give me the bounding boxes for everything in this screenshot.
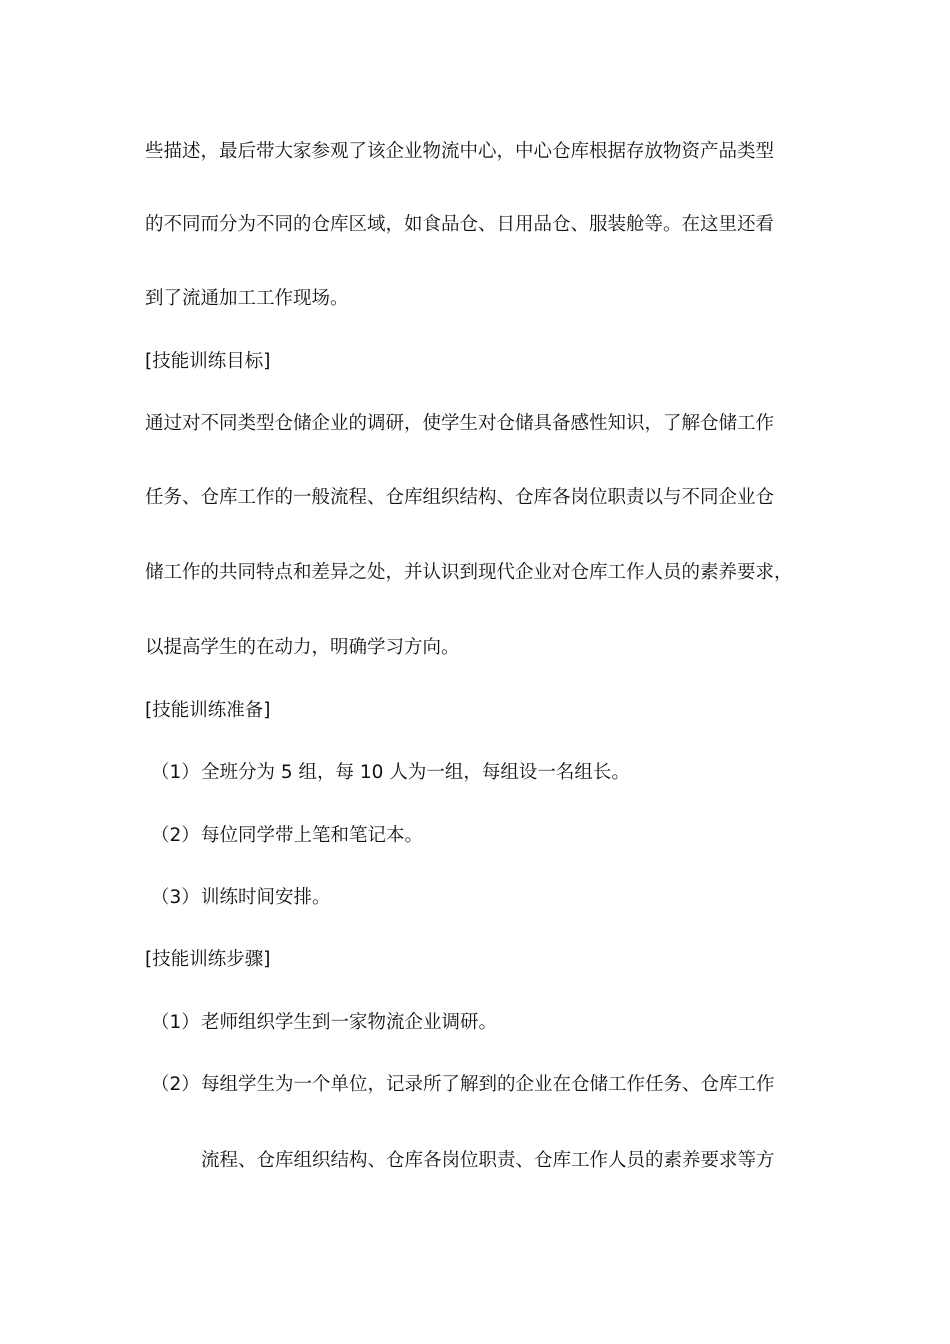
objective-line-4: 以提高学生的在动力，明确学习方向。 [145, 637, 460, 658]
steps-item-number: （2） [151, 1074, 200, 1095]
steps-item-2-continuation: 流程、仓库组织结构、仓库各岗位职责、仓库工作人员的素养要求等方 [201, 1150, 775, 1171]
objective-line-2: 任务、仓库工作的一般流程、仓库组织结构、仓库各岗位职责以与不同企业仓 [145, 487, 775, 508]
prep-item-1 [145, 761, 630, 785]
intro-line-3: 到了流通加工工作现场。 [145, 288, 349, 309]
prep-item-text: 全班分为 5 组，每 10 人为一组，每组设一名组长。 [201, 762, 630, 783]
intro-line-2: 的不同而分为不同的仓库区域，如食品仓、日用品仓、服装舱等。在这里还看 [145, 214, 775, 235]
steps-heading: [技能训练步骤] [145, 949, 271, 970]
steps-item-text: 每组学生为一个单位，记录所了解到的企业在仓储工作任务、仓库工作 [201, 1074, 775, 1095]
prep-item-text: 每位同学带上笔和笔记本。 [201, 825, 424, 846]
prep-item-number: （1） [151, 762, 200, 783]
prep-item-text: 训练时间安排。 [201, 887, 331, 908]
objective-line-3: 储工作的共同特点和差异之处，并认识到现代企业对仓库工作人员的素养要求， [145, 562, 793, 583]
prep-item-2 [145, 824, 423, 848]
objective-line-1: 通过对不同类型仓储企业的调研，使学生对仓储具备感性知识，了解仓储工作 [145, 413, 775, 434]
prep-item-number: （3） [151, 887, 200, 908]
steps-item-1 [145, 1011, 497, 1035]
prep-heading: [技能训练准备] [145, 700, 271, 721]
steps-item-text: 老师组织学生到一家物流企业调研。 [201, 1012, 498, 1033]
objective-heading: [技能训练目标] [145, 351, 271, 372]
steps-item-number: （1） [151, 1012, 200, 1033]
prep-item-3 [145, 886, 331, 910]
prep-item-number: （2） [151, 825, 200, 846]
steps-item-2 [145, 1073, 775, 1097]
intro-line-1: 些描述，最后带大家参观了该企业物流中心，中心仓库根据存放物资产品类型 [145, 141, 775, 162]
